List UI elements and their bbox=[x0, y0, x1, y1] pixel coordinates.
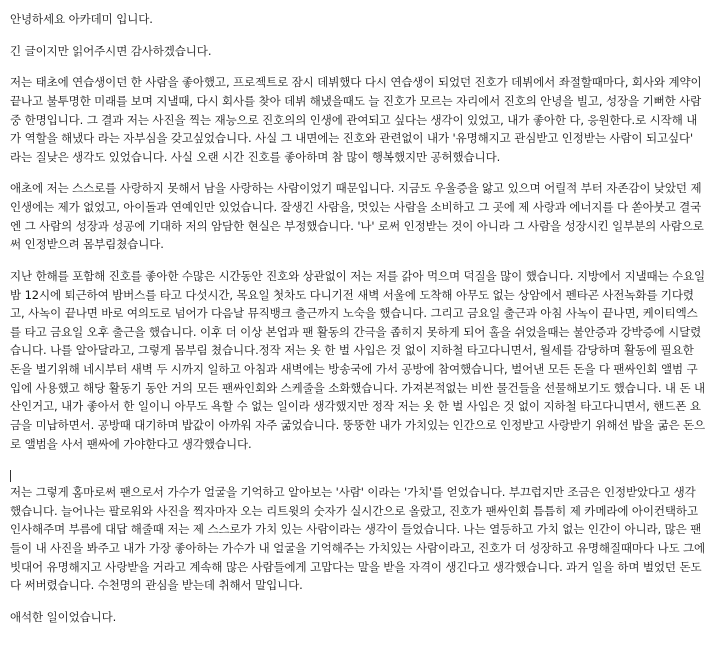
paragraph-closing: 애석한 일이었습니다. bbox=[10, 609, 117, 624]
paragraph-1: 저는 태초에 연습생이던 한 사람을 좋아했고, 프로젝트로 잠시 데뷔했다 다시 연습생이 되었던 진호가 데뷔에서 좌절할때마다, 회사와 계약이 끝나고 불투명한 미래를 보며 지낼때, 다시 회사를 찾아 데뷔 해냈을때도 늘 진호가 모르는 자리에서 진호의 안녕을 빌고, 성장을 기뻐한 사람 중 한명입니다. 그 결과 저는 사진을 찍는 재능으로 진호의의 인생에 관여되고 싶다는 생각이 있었고, 내가 좋아한 다, 응원한다.로 시작해 내가 역할을 해냈다 라는 자부심을 갖고싶었습니다. 사실 그 내면에는 진호와 관련없이 내가 '유명해지고 관심받고 인정받는 사람이 되고싶다' 라는 질낮은 생각도 있었습니다. 사실 오랜 시간 진호를 좋아하며 참 많이 행복했지만 공허했습니다. bbox=[10, 75, 702, 164]
paragraph-intro: 긴 글이지만 읽어주시면 감사하겠습니다. bbox=[10, 43, 212, 58]
paragraph-greeting: 안녕하세요 아카데미 입니다. bbox=[10, 12, 153, 26]
text-cursor-line[interactable] bbox=[10, 465, 706, 481]
paragraph-3: 지난 한해를 포함해 진호를 좋아한 수많은 시간동안 진호와 상관없이 저는 저를 갉아 먹으며 덕질을 많이 했습니다. 지방에서 지낼때는 수요일 밤 12시에 퇴근하여 밤버스를 타고 다섯시간, 목요일 첫차도 다니기전 새벽 서울에 도착해 아무도 없는 상암에서 펜타곤 사전녹화를 기다렸고, 사녹이 끝나면 바로 여의도로 넘어가 다음날 뮤직뱅크 출근까지 노숙을 했습니다. 그리고 금요일 출근과 아침 사녹이 끝나면, 케이티엑스를 타고 금요일 오후 출근을 했습니다. 이후 더 이상 본업과 팬 활동의 간극을 좁히지 못하게 되어 홀을 쉬었을때는 불안증과 강박증에 시달렸습니다. 나를 알아달라고, 그렇게 몸부림 쳤습니다.정작 저는 옷 한 벌 사입은 것 없이 지하철 타고다니면서, 월세를 감당하며 활동에 필요한 돈을 벌기위해 네시부터 새벽 두 시까지 일하고 아침과 새벽에는 방송국에 가서 공방에 참여했습니다, 벌어낸 모든 돈을 다 팬싸인회 앨범 구입에 사용했고 해당 활동기 동안 거의 모든 팬싸인회와 스케줄을 소화했습니다. 가져본적없는 비싼 물건들을 선물해보기도 했습니다. 내 돈 내산인거고, 내가 좋아서 한 일이니 아무도 욕할 수 없는 일이라 생각했지만 정작 저는 옷 한 벌 사입은 것 없이 지하철 타고다니면서, 핸드폰 요금을 미납하면서. 공방때 대기하며 밥값이 아까워 자주 굶었습니다. 뚱뚱한 내가 가치있는 인간으로 인정받고 사랑받기 위해선 밥을 굶은 돈으로 앨범을 사서 팬싸에 가야한다고 생각했습니다. bbox=[10, 268, 706, 451]
paragraph-2: 애초에 저는 스스로를 사랑하지 못해서 남을 사랑하는 사람이었기 때문입니다. 지금도 우울증을 앓고 있으며 어릴적 부터 자존감이 낮았던 제 인생에는 제가 없었고, 아이돌과 연예인만 있었습니다. 잘생긴 사람을, 멋있는 사람을 소비하고 그 곳에 제 사랑과 에너지를 다 쏟아붓고 결국엔 그 사람의 성장과 성공에 기대하 저의 암담한 현실은 부정했습니다. '나' 로써 인정받는 것이 아니라 그 사람을 성장시킨 일부분의 사람으로써 인정받으려 몸부림쳤습니다. bbox=[10, 181, 704, 252]
paragraph-4: 저는 그렇게 홈마로써 팬으로서 가수가 얼굴을 기억하고 알아보는 '사람' 이라는 '가치'를 얻었습니다. 부끄럽지만 조금은 인정받았다고 생각했습니다. 늘어나는 팔로워와 사진을 찍자마자 오는 리트윗의 숫자가 실시간으로 올랐고, 진호가 팬싸인회 틈틈히 제 카메라에 아이컨택하고 인사해주며 부름에 대답 해줄때 저는 제 스스로가 가치 있는 사람이라는 생각이 들었습니다. 나는 열등하고 가치 없는 인간이 아니라, 많은 팬들이 내 사진을 봐주고 내가 가장 좋아하는 가수가 내 얼굴을 기억해주는 가치있는 사람이라고, 진호가 더 성장하고 유명해질때마다 나도 그에 빗대어 유명해지고 사랑받을 거라고 계속해 많은 사람들에게 고맙다는 말을 받을 자격이 생긴다고 생각했습니다. 과거 일을 하며 벌었던 돈도 다 써버렸습니다. 수천명의 관심을 받는데 취해서 말입니다. bbox=[10, 485, 706, 593]
text-caret bbox=[10, 470, 11, 482]
